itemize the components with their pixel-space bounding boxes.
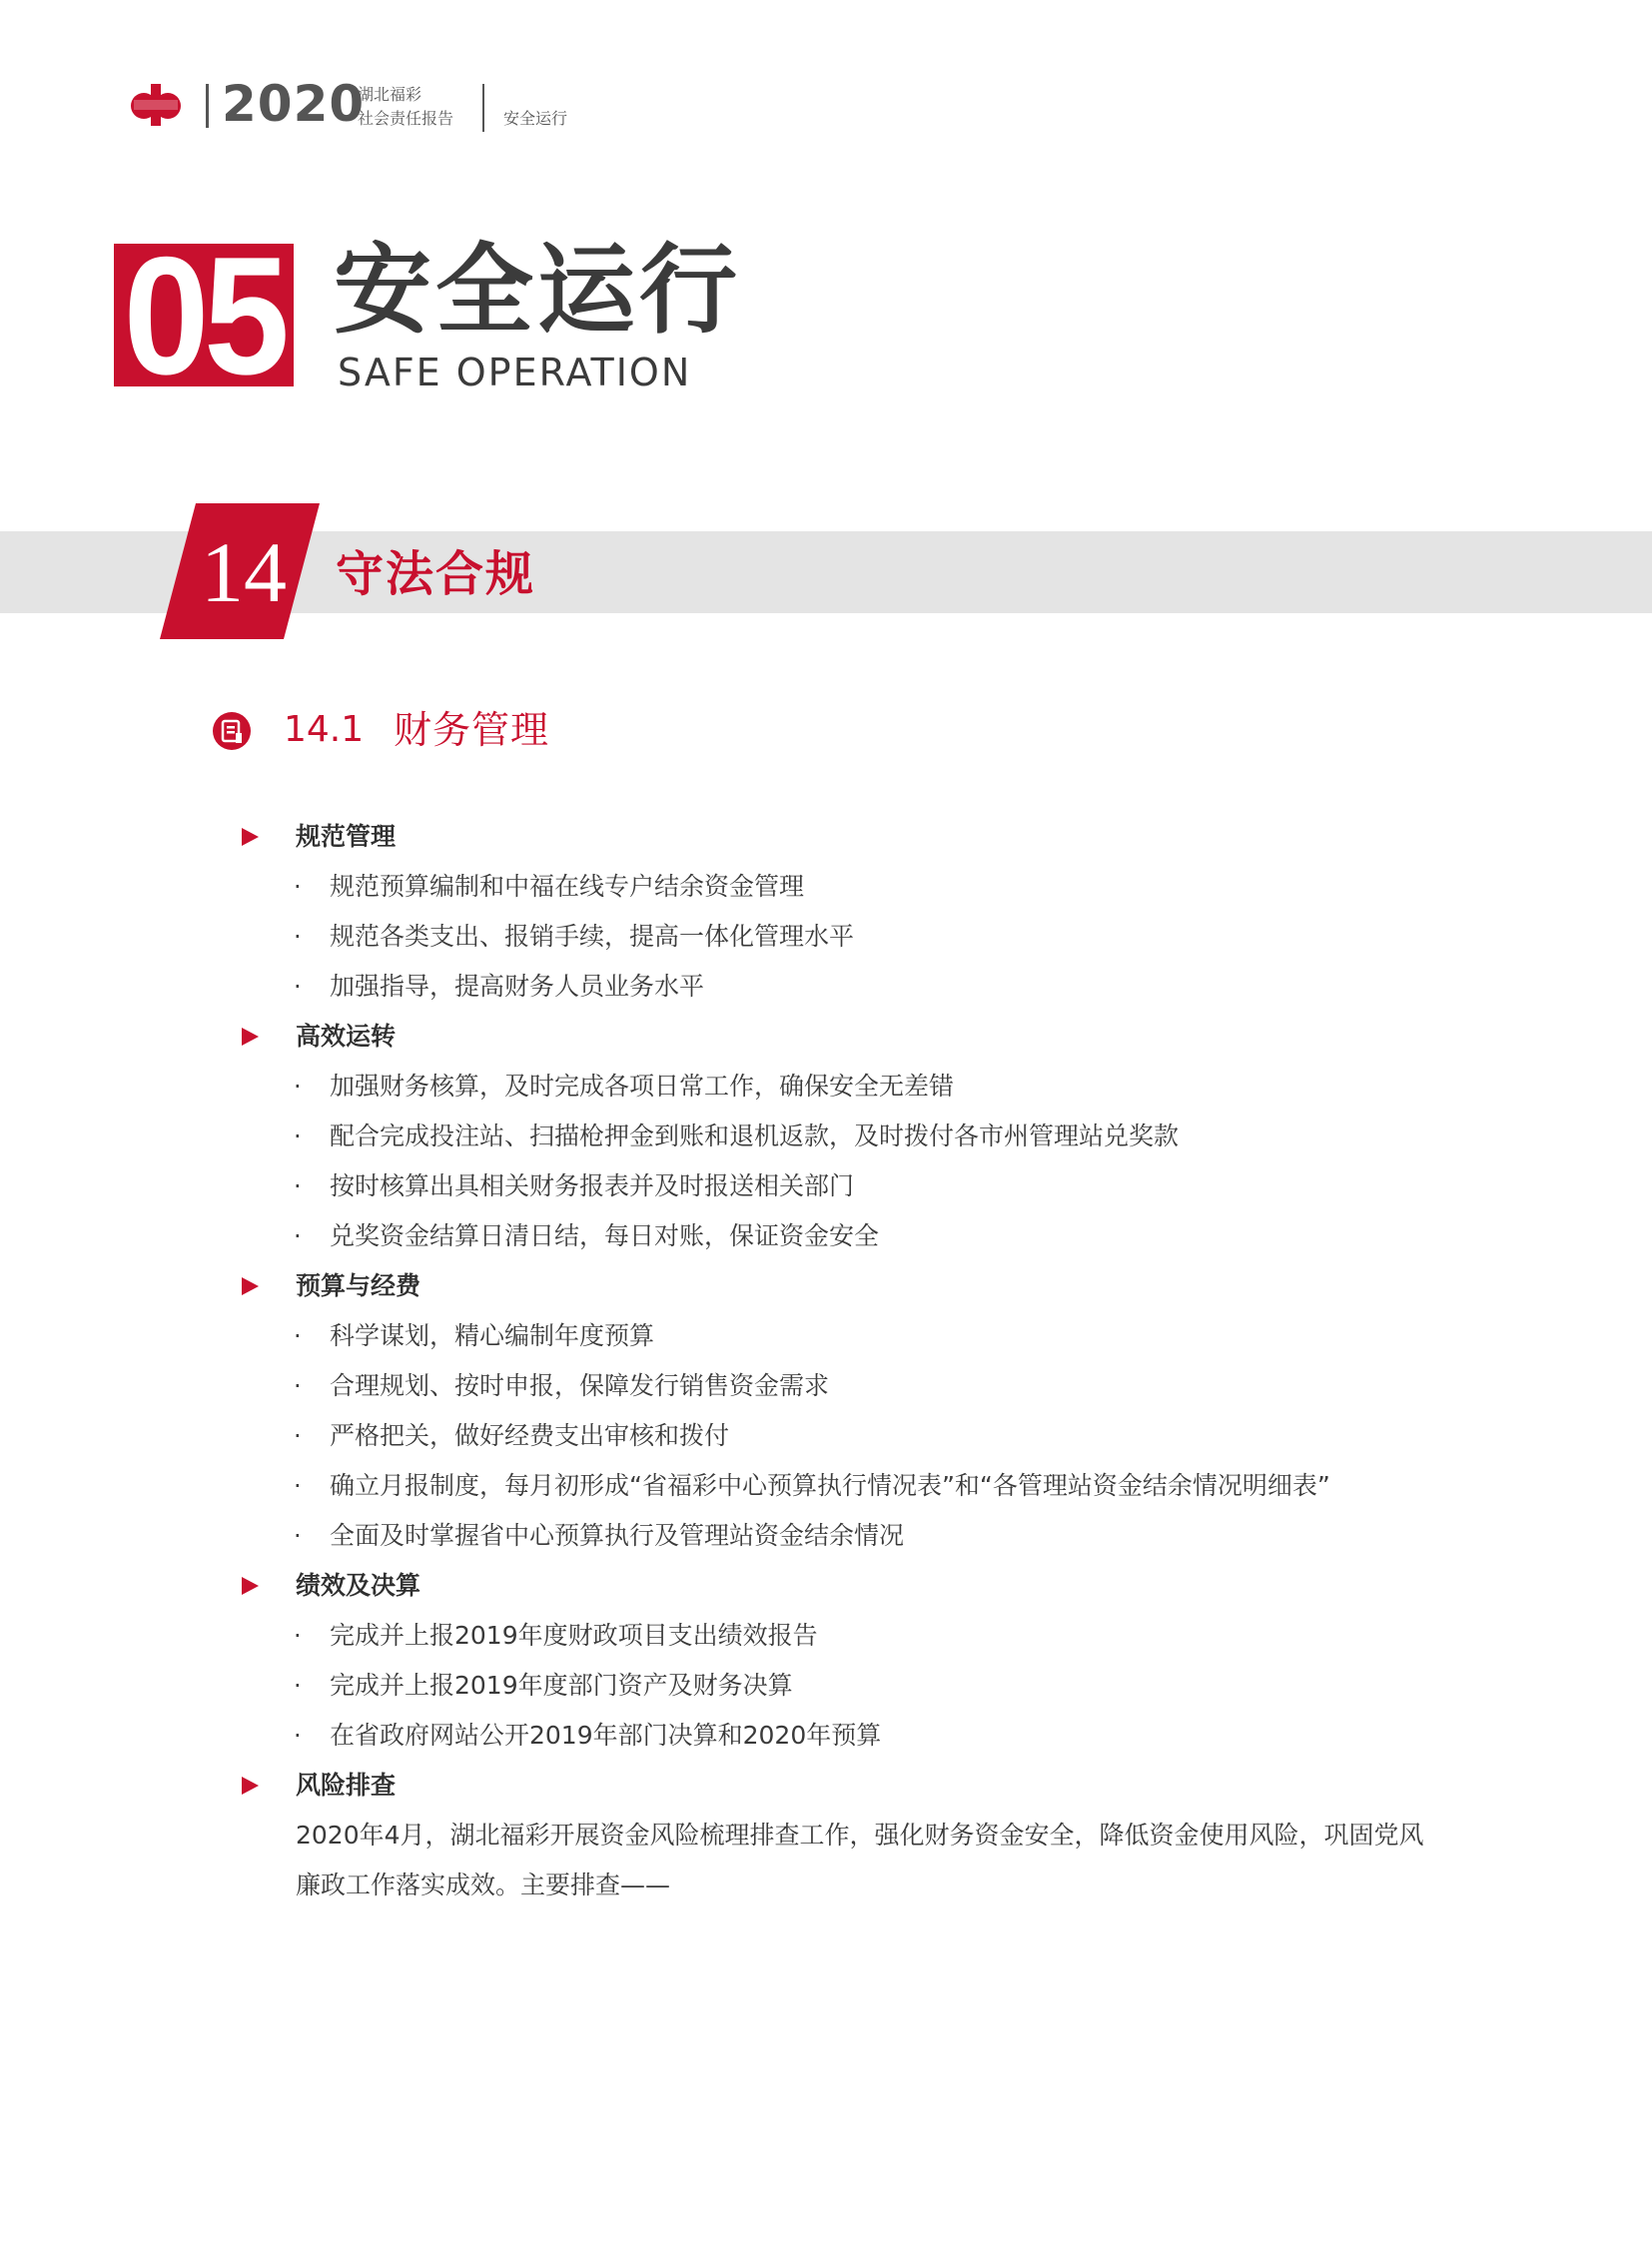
- section-title: 守法合规: [336, 546, 536, 602]
- bullet-dot: ·: [294, 973, 302, 1001]
- list-item: 合理规划、按时申报，保障发行销售资金需求: [330, 1371, 830, 1400]
- group-heading: 规范管理: [296, 822, 397, 851]
- list-item: 兑奖资金结算日清日结，每日对账，保证资金安全: [330, 1221, 880, 1250]
- header-divider-2: [482, 84, 484, 132]
- list-item: 全面及时掌握省中心预算执行及管理站资金结余情况: [330, 1521, 905, 1550]
- bullet-dot: ·: [294, 1422, 302, 1450]
- list-item: 规范各类支出、报销手续，提高一体化管理水平: [330, 922, 855, 951]
- chapter-number-block: [114, 244, 294, 386]
- subsection-title: 财务管理: [394, 708, 550, 752]
- document-icon: [212, 711, 252, 751]
- list-item: 配合完成投注站、扫描枪押金到账和退机返款，及时拨付各市州管理站兑奖款: [330, 1121, 1180, 1150]
- bullet-dot: ·: [294, 1472, 302, 1500]
- list-item: 加强指导，提高财务人员业务水平: [330, 972, 705, 1001]
- group-heading: 高效运转: [296, 1022, 397, 1051]
- bullet-dot: ·: [294, 923, 302, 951]
- section-number: 14: [201, 524, 287, 620]
- group-heading: 预算与经费: [296, 1271, 421, 1300]
- list-item: 科学谋划，精心编制年度预算: [330, 1321, 655, 1350]
- bullet-dot: ·: [294, 1122, 302, 1150]
- list-item: 按时核算出具相关财务报表并及时报送相关部门: [330, 1171, 855, 1200]
- chapter-subtitle: SAFE OPERATION: [338, 351, 692, 394]
- red-triangle-bullet-icon: [242, 828, 259, 846]
- china-welfare-lottery-logo: [128, 82, 184, 128]
- bullet-dot: ·: [294, 1522, 302, 1550]
- list-item: 严格把关，做好经费支出审核和拨付: [330, 1421, 730, 1450]
- chapter-number: 05: [123, 244, 285, 386]
- red-triangle-bullet-icon: [242, 1277, 259, 1295]
- header-year: 2020: [222, 75, 366, 133]
- red-triangle-bullet-icon: [242, 1028, 259, 1046]
- bullet-dot: ·: [294, 1372, 302, 1400]
- paragraph: 2020年4月，湖北福彩开展资金风险梳理排查工作，强化财务资金安全，降低资金使用风险，巩固党风廉政工作落实成效。主要排查——: [296, 1821, 1424, 1899]
- bullet-dot: ·: [294, 1672, 302, 1700]
- bullet-dot: ·: [294, 1172, 302, 1200]
- list-item: 完成并上报2019年度财政项目支出绩效报告: [330, 1621, 818, 1650]
- bullet-dot: ·: [294, 1622, 302, 1650]
- bullet-dot: ·: [294, 1222, 302, 1250]
- group-heading: 绩效及决算: [296, 1571, 421, 1600]
- bullet-dot: ·: [294, 1322, 302, 1350]
- subsection-number: 14.1: [284, 709, 365, 750]
- header-section-name: 安全运行: [503, 109, 568, 128]
- bullet-dot: ·: [294, 1073, 302, 1101]
- bullet-dot: ·: [294, 1722, 302, 1750]
- header-report-line2: 社会责任报告: [358, 109, 454, 128]
- group-heading: 风险排查: [296, 1771, 397, 1800]
- list-item: 加强财务核算，及时完成各项日常工作，确保安全无差错: [330, 1072, 955, 1101]
- bullet-dot: ·: [294, 873, 302, 901]
- chapter-title: 安全运行: [334, 234, 742, 348]
- list-item: 完成并上报2019年度部门资产及财务决算: [330, 1671, 793, 1700]
- header-report-line1: 湖北福彩: [358, 85, 422, 104]
- list-item: 确立月报制度，每月初形成“省福彩中心预算执行情况表”和“各管理站资金结余情况明细表”: [330, 1471, 1330, 1500]
- red-triangle-bullet-icon: [242, 1577, 259, 1595]
- red-triangle-bullet-icon: [242, 1777, 259, 1795]
- section-number-badge: [160, 503, 320, 639]
- header-divider: [206, 84, 209, 128]
- list-item: 规范预算编制和中福在线专户结余资金管理: [330, 872, 805, 901]
- list-item: 在省政府网站公开2019年部门决算和2020年预算: [330, 1721, 882, 1750]
